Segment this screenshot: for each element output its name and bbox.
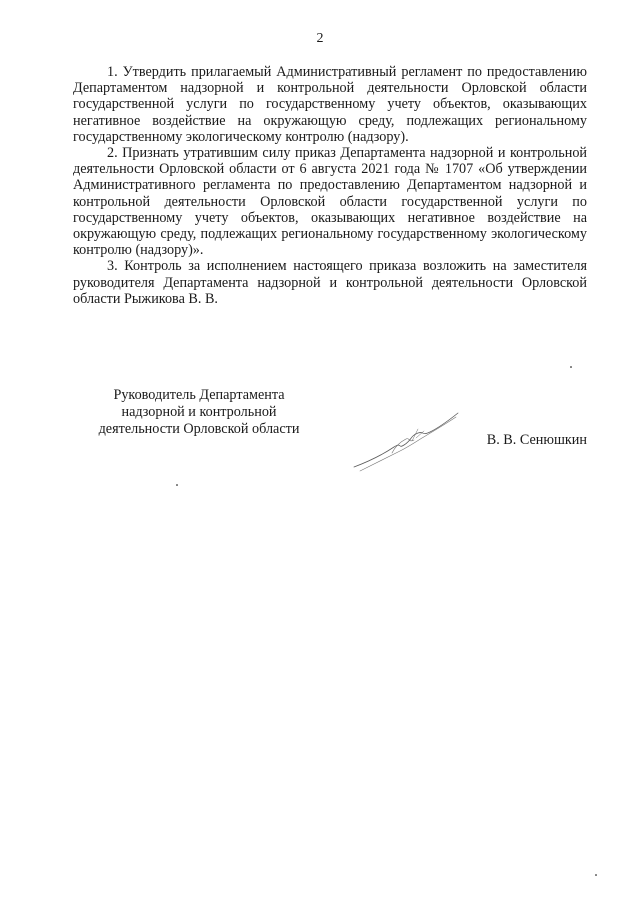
scan-speck bbox=[176, 484, 178, 486]
signatory-name: В. В. Сенюшкин bbox=[486, 432, 587, 448]
signatory-position bbox=[84, 387, 314, 438]
page-number: 2 bbox=[316, 31, 324, 46]
document-body bbox=[73, 64, 587, 307]
handwritten-signature bbox=[352, 405, 462, 475]
paragraph-repeal-order: 2. Признать утратившим силу приказ Департамента надзорной и контрольной деятельности Орловской области от 6 августа 2021 года № 1707 «Об утверждении Административного регламента по предоставлению Департаментом надзорной и контрольной деятельности Орловской области государственной услуги по государственному учету объектов, оказывающих негативное воздействие на окружающую среду, подлежащих региональному государственному экологическому контролю (надзору)». bbox=[73, 145, 587, 259]
signatory-position-line: Руководитель Департамента bbox=[113, 387, 285, 403]
signatory-position-line: надзорной и контрольной bbox=[121, 404, 277, 420]
signatory-position-line: деятельности Орловской области bbox=[98, 421, 300, 437]
scan-speck bbox=[570, 366, 572, 368]
paragraph-approve-regulation: 1. Утвердить прилагаемый Административный регламент по предоставлению Департаментом надзорной и контрольной деятельности Орловской области государственной услуги по государственному учету объектов, оказывающих негативное воздействие на окружающую среду, подлежащих региональному государственному экологическому контролю (надзору). bbox=[73, 64, 587, 145]
scan-speck bbox=[595, 874, 597, 876]
paragraph-control-assignment: 3. Контроль за исполнением настоящего приказа возложить на заместителя руководителя Департамента надзорной и контрольной деятельности Орловской области Рыжикова В. В. bbox=[73, 258, 587, 307]
signature-block bbox=[0, 387, 640, 467]
